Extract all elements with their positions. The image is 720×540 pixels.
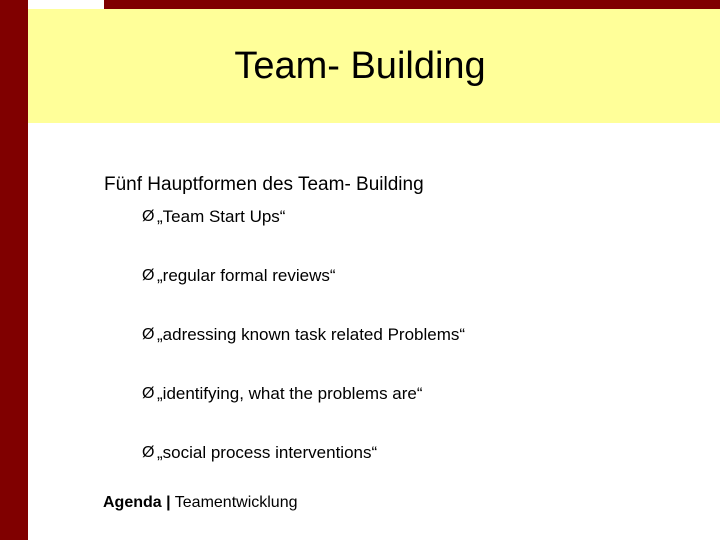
bullet-list (142, 206, 465, 501)
bullet-text: „social process interventions“ (157, 443, 378, 462)
footer-section: Agenda (103, 494, 162, 511)
footer-topic: Teamentwicklung (174, 494, 298, 511)
page-title: Team- Building (234, 45, 486, 87)
arrow-bullet-icon: Ø (142, 326, 155, 343)
list-item (142, 383, 465, 442)
bullet-text: „regular formal reviews“ (157, 266, 336, 285)
arrow-bullet-icon: Ø (142, 267, 155, 284)
slide-subtitle: Fünf Hauptformen des Team- Building (104, 174, 424, 195)
footer (103, 494, 298, 512)
bullet-text: „adressing known task related Problems“ (157, 325, 466, 344)
footer-separator: | (166, 494, 171, 511)
list-item (142, 442, 465, 501)
arrow-bullet-icon: Ø (142, 444, 155, 461)
bullet-text: „Team Start Ups“ (157, 207, 286, 226)
arrow-bullet-icon: Ø (142, 208, 155, 225)
list-item (142, 206, 465, 265)
list-item (142, 324, 465, 383)
list-item (142, 265, 465, 324)
arrow-bullet-icon: Ø (142, 385, 155, 402)
bullet-text: „identifying, what the problems are“ (157, 384, 423, 403)
top-accent-bar (104, 0, 720, 9)
